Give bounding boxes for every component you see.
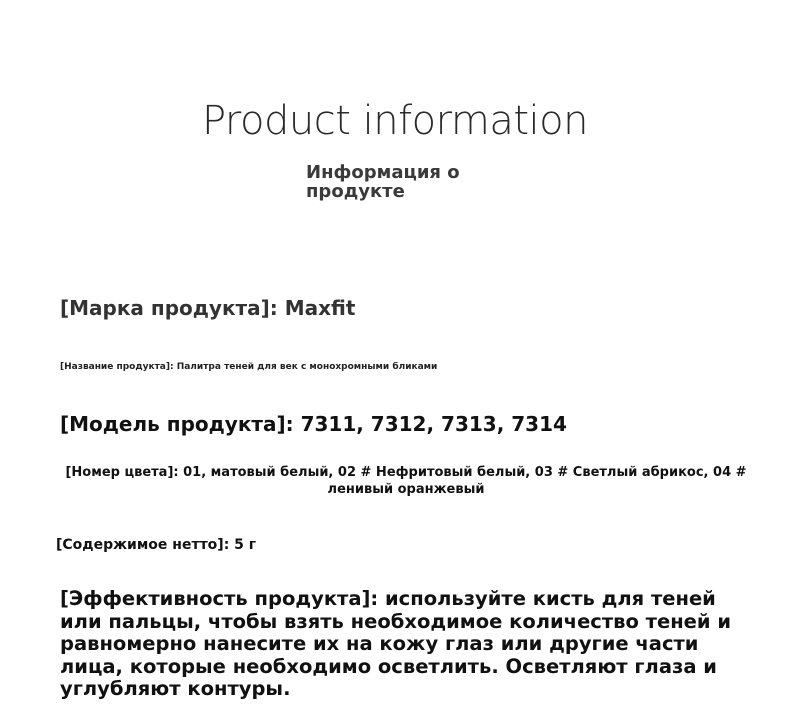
page-title: Product information [202,98,588,144]
spec-model: [Модель продукта]: 7311, 7312, 7313, 7314 [60,412,567,436]
spec-colors: [Номер цвета]: 01, матовый белый, 02 # Нефритовый белый, 03 # Светлый абрикос, 04 # ленивый оранжевый [65,465,747,497]
spec-product-name: [Название продукта]: Палитра теней для век с монохромными бликами [60,362,438,372]
spec-net-content: [Содержимое нетто]: 5 г [56,537,257,553]
spec-brand: [Марка продукта]: Maxfit [60,296,356,320]
page-subtitle: Информация о продукте [306,162,460,202]
spec-effect: [Эффективность продукта]: используйте кисть для теней или пальцы, чтобы взять необходимое количество теней и равномерно нанесите их на кожу глаз или другие части лица, которые необходимо осветлить. Осветляют глаза и углубляют контуры. [60,587,732,700]
